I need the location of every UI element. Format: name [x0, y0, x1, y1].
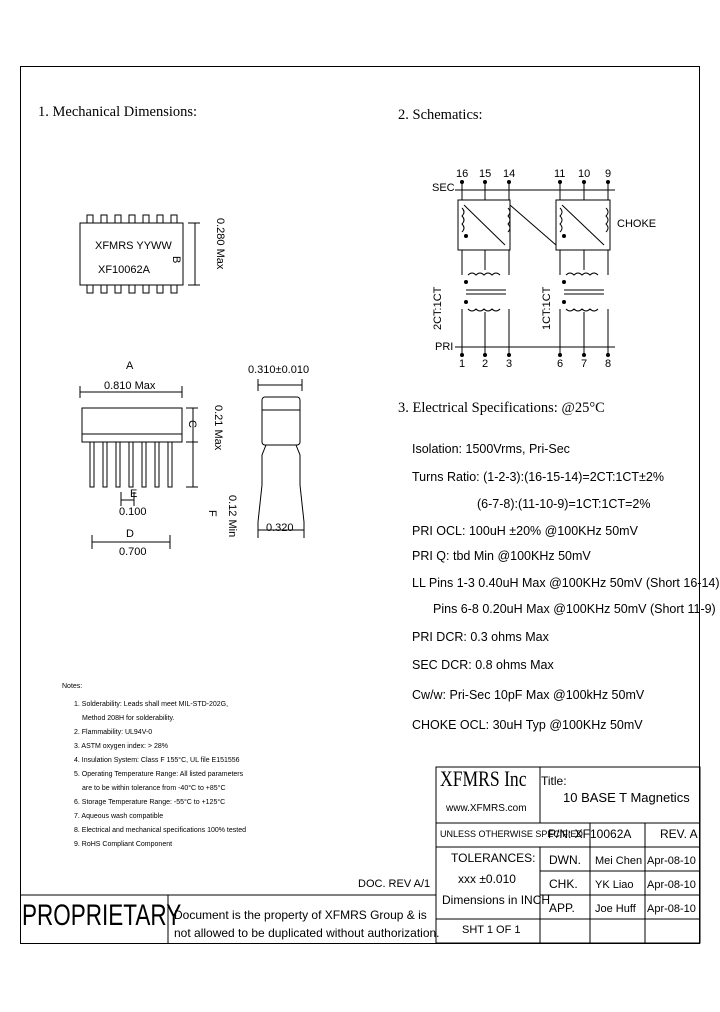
dim-d-label: D	[126, 528, 134, 540]
note-item: 1. Solderability: Leads shall meet MIL-STD-202G,	[74, 701, 229, 708]
electrical-heading: 3. Electrical Specifications: @25°C	[398, 400, 605, 416]
sec-pin-10: 10	[578, 168, 591, 180]
note-item: 9. RoHS Compliant Component	[74, 841, 173, 848]
dim-c-label: C	[186, 420, 198, 428]
pri-pin-1: 1	[459, 358, 466, 370]
sec-pin-9: 9	[605, 168, 612, 180]
side-width-value: 0.310±0.010	[248, 364, 310, 376]
pri-pin-8: 8	[605, 358, 612, 370]
pri-pin-2: 2	[482, 358, 489, 370]
spec-line: CHOKE OCL: 30uH Typ @100KHz 50mV	[412, 718, 643, 732]
spec-line: (6-7-8):(11-10-9)=1CT:1CT=2%	[477, 497, 651, 511]
ratio-right-label: 1CT:1CT	[541, 286, 553, 330]
side-bottom-value: 0.320	[266, 522, 294, 534]
app-label: APP.	[549, 901, 575, 915]
proprietary-notice-line2: not allowed to be duplicated without authorization.	[174, 926, 440, 940]
notes-title: Notes:	[62, 683, 83, 690]
dim-b-label: B	[170, 256, 182, 264]
proprietary-label: PROPRIETARY	[22, 899, 182, 932]
spec-line: PRI OCL: 100uH ±20% @100KHz 50mV	[412, 524, 638, 538]
dim-b-value: 0.280 Max	[214, 218, 226, 270]
app-name: Joe Huff	[595, 903, 636, 915]
dwn-label: DWN.	[549, 853, 581, 867]
dim-d-value: 0.700	[119, 546, 147, 558]
chk-date: Apr-08-10	[647, 879, 696, 891]
dim-a-label: A	[126, 360, 134, 372]
sec-pin-16: 16	[456, 168, 469, 180]
sec-pin-11: 11	[554, 168, 566, 180]
spec-line: Isolation: 1500Vrms, Pri-Sec	[412, 442, 570, 456]
spec-line: PRI DCR: 0.3 ohms Max	[412, 630, 549, 644]
dim-e-label: E	[130, 488, 138, 500]
part-number: P/N: XF10062A	[548, 827, 632, 841]
dim-e-value: 0.100	[119, 506, 147, 518]
chip-marking-line1: XFMRS YYWW	[95, 240, 172, 252]
spec-line: PRI Q: tbd Min @100KHz 50mV	[412, 549, 591, 563]
spec-line: Pins 6-8 0.20uH Max @100KHz 50mV (Short 11-9)	[433, 602, 716, 616]
note-item: 3. ASTM oxygen index: > 28%	[74, 743, 168, 750]
pri-pin-3: 3	[506, 358, 513, 370]
tolerances-label: TOLERANCES:	[451, 851, 536, 865]
title-label: Title:	[541, 774, 567, 788]
ratio-left-label: 2CT:1CT	[432, 286, 444, 330]
app-date: Apr-08-10	[647, 903, 696, 915]
note-item: 2. Flammability: UL94V-0	[74, 729, 153, 736]
dwn-date: Apr-08-10	[647, 855, 696, 867]
pri-label: PRI	[435, 341, 454, 353]
note-item: are to be within tolerance from -40°C to +85°C	[82, 785, 226, 792]
dimensions-unit: Dimensions in INCH	[442, 893, 551, 907]
dim-c-value: 0.21 Max	[212, 405, 224, 451]
dwn-name: Mei Chen	[595, 855, 643, 867]
spec-line: Turns Ratio: (1-2-3):(16-15-14)=2CT:1CT±2%	[412, 470, 664, 484]
sec-label: SEC	[432, 182, 455, 194]
schematics-heading: 2. Schematics:	[398, 107, 483, 123]
note-item: 5. Operating Temperature Range: All listed parameters	[74, 771, 244, 778]
company-website: www.XFMRS.com	[446, 803, 527, 814]
title-value: 10 BASE T Magnetics	[563, 790, 690, 805]
chk-name: YK Liao	[595, 879, 634, 891]
choke-label: CHOKE	[617, 218, 657, 230]
pri-pin-6: 6	[557, 358, 564, 370]
proprietary-notice-line1: Document is the property of XFMRS Group & is	[174, 908, 427, 922]
chip-marking-line2: XF10062A	[98, 264, 150, 276]
dim-a-value: 0.810 Max	[104, 380, 156, 392]
note-item: 6. Storage Temperature Range: -55°C to +125°C	[74, 799, 226, 806]
dim-f-label: F	[206, 510, 218, 517]
note-item: 4. Insulation System: Class F 155°C, UL file E151556	[74, 757, 240, 764]
sheet-number: SHT 1 OF 1	[462, 924, 521, 936]
revision: REV. A	[660, 827, 698, 841]
sec-pin-15: 15	[479, 168, 492, 180]
tolerance-value: xxx ±0.010	[458, 872, 516, 886]
notes-list	[74, 698, 246, 852]
chk-label: CHK.	[549, 877, 578, 891]
sec-pin-14: 14	[503, 168, 516, 180]
note-item: 7. Aqueous wash compatible	[74, 813, 164, 820]
spec-line: SEC DCR: 0.8 ohms Max	[412, 658, 554, 672]
note-item: 8. Electrical and mechanical specifications 100% tested	[74, 827, 246, 834]
company-name: XFMRS Inc	[440, 766, 527, 791]
spec-line: Cw/w: Pri-Sec 10pF Max @100kHz 50mV	[412, 688, 645, 702]
pri-pin-7: 7	[581, 358, 588, 370]
note-item: Method 208H for solderability.	[82, 715, 175, 722]
dim-f-value: 0.12 Min	[226, 495, 238, 538]
spec-line: LL Pins 1-3 0.40uH Max @100KHz 50mV (Short 16-14)	[412, 576, 720, 590]
doc-rev: DOC. REV A/1	[358, 878, 431, 890]
mechanical-heading: 1. Mechanical Dimensions:	[38, 104, 198, 120]
unless-text: UNLESS OTHERWISE SPECIFIED	[440, 829, 583, 839]
